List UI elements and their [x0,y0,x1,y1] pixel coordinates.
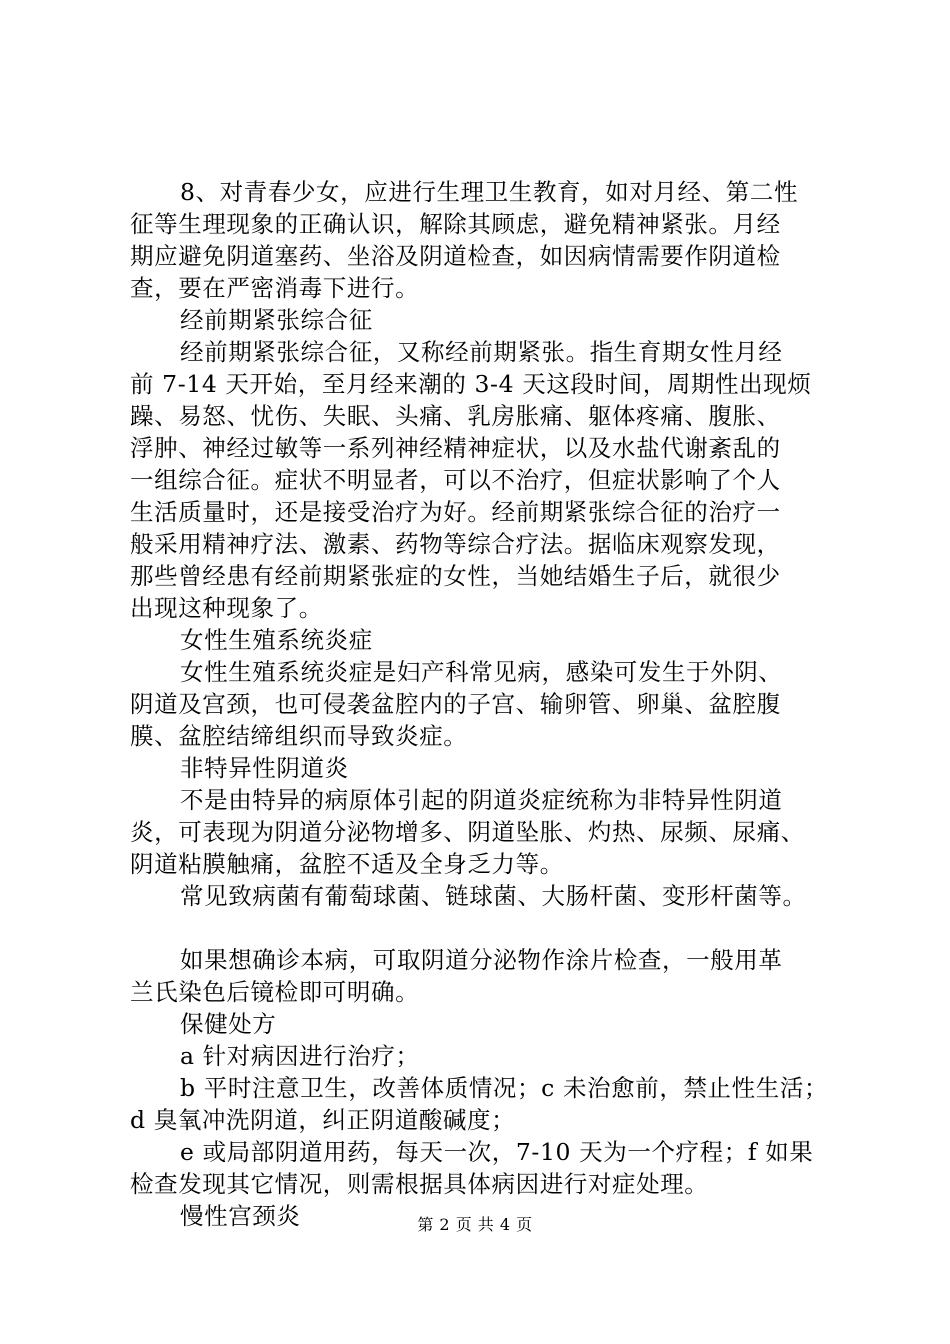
blank-line [130,912,845,944]
text-line: 阴道及宫颈，也可侵袭盆腔内的子宫、输卵管、卵巢、盆腔腹 [130,690,781,718]
text-line: 8、对青春少女，应进行生理卫生教育，如对月经、第二性 [180,178,799,206]
text-line: 生活质量时，还是接受治疗为好。经前期紧张综合征的治疗一 [130,498,781,526]
text-line: 非特异性阴道炎 [180,754,349,782]
text-line: 保健处方 [180,1010,277,1038]
text-line: 膜、盆腔结缔组织而导致炎症。 [130,722,468,750]
text-line: 期应避免阴道塞药、坐浴及阴道检查，如因病情需要作阴道检 [130,242,781,270]
document-body [130,176,845,1232]
text-line: e 或局部阴道用药，每天一次，7-10 天为一个疗程；f 如果 [180,1138,814,1166]
text-line: 女性生殖系统炎症是妇产科常见病，感染可发生于外阴、 [180,658,783,686]
text-line: 那些曾经患有经前期紧张症的女性，当她结婚生子后，就很少 [130,562,781,590]
text-line: 不是由特异的病原体引起的阴道炎症统称为非特异性阴道 [180,786,783,814]
text-line: 查，要在严密消毒下进行。 [130,274,420,302]
text-line: 炎，可表现为阴道分泌物增多、阴道坠胀、灼热、尿频、尿痛、 [130,818,805,846]
text-line: 出现这种现象了。 [130,594,323,622]
text-line: b 平时注意卫生，改善体质情况；c 未治愈前，禁止性生活； [180,1074,829,1102]
text-line: 常见致病菌有葡萄球菌、链球菌、大肠杆菌、变形杆菌等。 [180,882,807,910]
text-line: 慢性宫颈炎 [180,1202,301,1230]
text-line: 经前期紧张综合征，又称经前期紧张。指生育期女性月经 [180,338,783,366]
text-line: a 针对病因进行治疗； [180,1042,420,1070]
text-line: 浮肿、神经过敏等一系列神经精神症状，以及水盐代谢紊乱的 [130,434,781,462]
text-line: 如果想确诊本病，可取阴道分泌物作涂片检查，一般用革 [180,946,783,974]
page-footer: 第 2 页 共 4 页 [417,1215,533,1234]
text-line: 前 7-14 天开始，至月经来潮的 3-4 天这段时间，周期性出现烦 [130,370,812,398]
text-line: 躁、易怒、忧伤、失眠、头痛、乳房胀痛、躯体疼痛、腹胀、 [130,402,781,430]
text-line: 一组综合征。症状不明显者，可以不治疗，但症状影响了个人 [130,466,781,494]
text-line: 兰氏染色后镜检即可明确。 [130,978,420,1006]
text-line: 检查发现其它情况，则需根据具体病因进行对症处理。 [130,1170,709,1198]
text-line: 般采用精神疗法、激素、药物等综合疗法。据临床观察发现， [130,530,781,558]
text-line: 阴道粘膜触痛，盆腔不适及全身乏力等。 [130,850,564,878]
text-line: 女性生殖系统炎症 [180,626,373,654]
text-line: 经前期紧张综合征 [180,306,373,334]
text-line: d 臭氧冲洗阴道，纠正阴道酸碱度； [130,1106,516,1134]
text-line: 征等生理现象的正确认识，解除其顾虑，避免精神紧张。月经 [130,210,781,238]
